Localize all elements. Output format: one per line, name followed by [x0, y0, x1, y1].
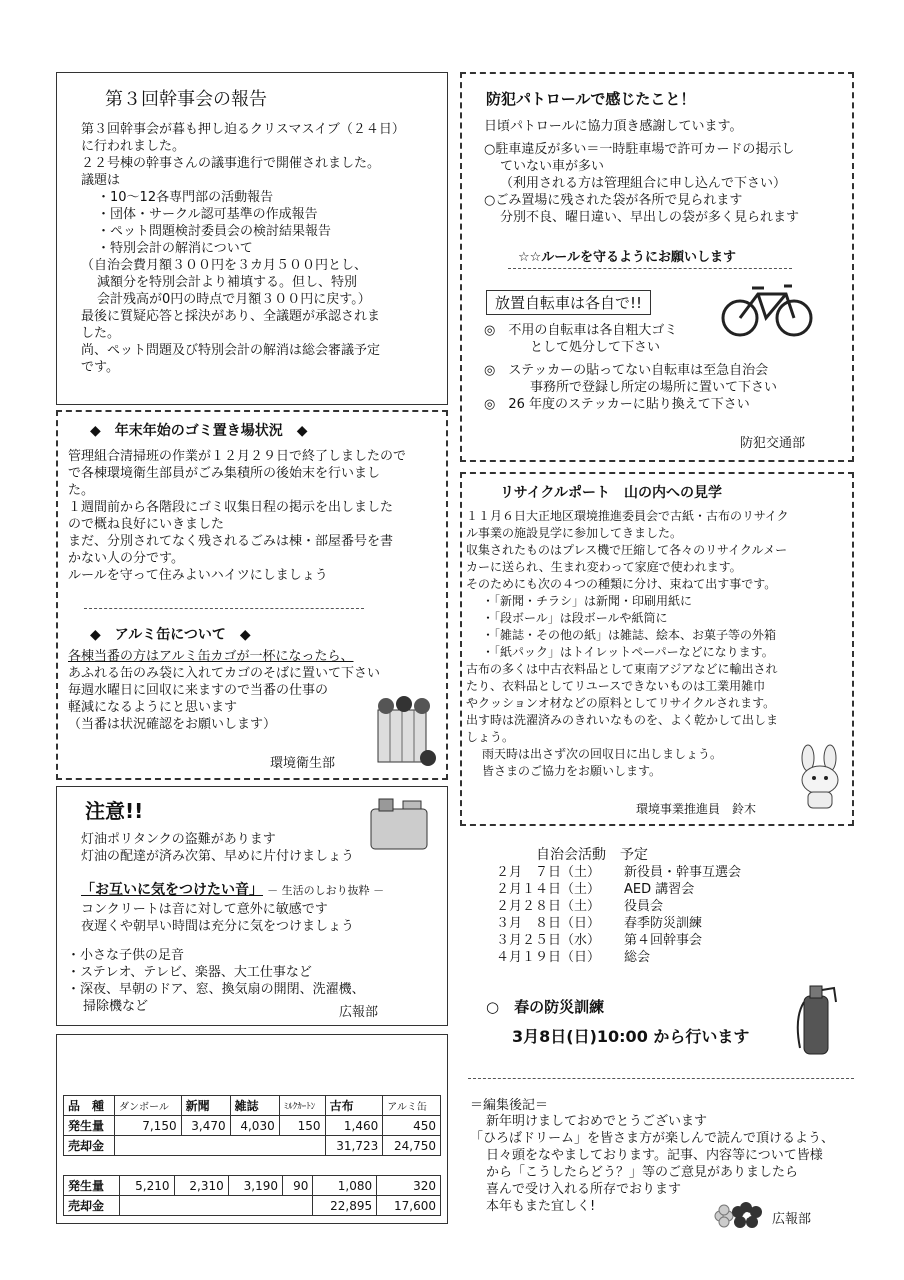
table-row — [64, 1176, 441, 1196]
bike-title: 放置自転車は各自で!! — [486, 290, 651, 315]
recycle-line: ・「雑誌・その他の紙」は雑誌、絵本、お菓子等の外箱 — [482, 628, 777, 642]
schedule-date: ３月 ８日（日） — [496, 916, 601, 931]
recycle-signature: 環境事業推進員 鈴木 — [636, 802, 757, 816]
table-cell — [120, 1196, 313, 1216]
noise-item: ・深夜、早朝のドア、窓、換気扇の開閉、洗濯機、 — [67, 982, 365, 997]
stats-box — [56, 1034, 448, 1224]
meeting-line: （自治会費月額３００円を３カ月５００円とし、 — [81, 258, 368, 273]
recycle-line: 皆さまのご協力をお願いします。 — [482, 764, 662, 778]
recycle-title: リサイクルポート 山の内への見学 — [500, 485, 723, 501]
patrol-line: 分別不良、曜日違い、早出しの袋が多く見られます — [500, 210, 800, 225]
patrol-line: ていない車が多い — [500, 159, 605, 174]
table-cell: 発生量 — [64, 1116, 115, 1136]
meeting-line: に行われました。 — [81, 139, 186, 154]
can-line: あふれる缶のみ袋に入れてカゴのそばに置いて下さい — [68, 666, 381, 681]
table-cell: 1,080 — [313, 1176, 377, 1196]
bike-line: として処分して下さい — [530, 340, 661, 355]
patrol-line: （利用される方は管理組合に申し込んで下さい） — [500, 176, 787, 191]
table-header-row — [64, 1096, 441, 1116]
meeting-line: 会計残高が0円の時点で月額３００円に戻す。） — [97, 292, 371, 307]
table-cell: 3,470 — [181, 1116, 230, 1136]
table-cell: 150 — [279, 1116, 325, 1136]
patrol-box — [460, 72, 854, 462]
flower-icon — [706, 1196, 768, 1236]
recycle-line: やクッションオ材などの原料としてリサイクルされます。 — [466, 696, 776, 710]
noise-item: ・小さな子供の足音 — [67, 948, 185, 963]
schedule-event: 第４回幹事会 — [624, 933, 703, 948]
table-cell: 3,190 — [228, 1176, 282, 1196]
can-basket-icon — [370, 692, 440, 770]
bike-line: 事務所で登録し所定の場所に置いて下さい — [530, 380, 778, 395]
recycle-line: そのためにも次の４つの種類に分け、束ねて出す事です。 — [466, 577, 777, 591]
kerosene-tank-icon — [365, 795, 433, 853]
schedule-event: 役員会 — [624, 899, 664, 914]
meeting-agenda-item: ・10～12各専門部の活動報告 — [97, 190, 274, 205]
bike-line: ◎ 不用の自転車は各自粗大ゴミ — [484, 323, 678, 338]
can-line: 毎週水曜日に回収に来ますので当番の仕事の — [68, 683, 329, 698]
recycle-line: １１月６日大正地区環境推進委員会で古紙・古布のリサイク — [466, 509, 789, 523]
schedule-date: ２月１４日（土） — [496, 882, 601, 897]
schedule-date: ３月２５日（水） — [496, 933, 601, 948]
table-cell: 17,600 — [377, 1196, 441, 1216]
garbage-signature: 環境衛生部 — [270, 756, 336, 771]
stats-table-1 — [63, 1095, 441, 1156]
patrol-line: ○駐車違反が多い＝一時駐車場で許可カードの掲示し — [484, 142, 795, 157]
drill-title: ○ 春の防災訓練 — [486, 998, 605, 1016]
schedule-event: 春季防災訓練 — [624, 916, 703, 931]
drill-when: 3月8日(日)10:00 から行います — [512, 1027, 750, 1046]
schedule-date: ２月 ７日（土） — [496, 865, 601, 880]
divider — [468, 1078, 854, 1079]
meeting-line: 尚、ペット問題及び特別会計の解消は総会審議予定 — [81, 343, 381, 358]
schedule-item — [496, 898, 741, 915]
recycle-line: しょう。 — [466, 730, 515, 744]
schedule-date: ４月１９日（日） — [496, 950, 601, 965]
schedule-item — [496, 864, 741, 881]
recycle-line: ル事業の施設見学に参加してきました。 — [466, 526, 683, 540]
patrol-rule: ☆☆ルールを守るようにお願いします — [518, 250, 737, 265]
table-header: アルミ缶 — [383, 1096, 441, 1116]
can-body — [68, 648, 380, 733]
table-header: 古布 — [325, 1096, 383, 1116]
meeting-line: 第３回幹事会が暮も押し迫るクリスマスイブ（２４日） — [81, 122, 405, 137]
table-cell: 5,210 — [120, 1176, 174, 1196]
recycle-line: ・「新聞・チラシ」は新聞・印刷用紙に — [482, 594, 693, 608]
table-row — [64, 1196, 441, 1216]
editor-line: 新年明けましておめでとうございます — [486, 1114, 708, 1129]
noise-line: 夜遅くや朝早い時間は充分に気をつけましょう — [81, 919, 355, 934]
patrol-signature: 防犯交通部 — [740, 436, 806, 451]
schedule-item — [496, 915, 741, 932]
noise-item: ・ステレオ、テレビ、楽器、大工仕事など — [67, 965, 312, 980]
table-cell: 450 — [383, 1116, 441, 1136]
noise-body — [81, 901, 354, 935]
schedule-list — [496, 864, 741, 966]
meeting-body — [81, 121, 405, 376]
can-line: 軽減になるようにと思います — [68, 700, 238, 715]
editor-line: 喜んで受け入れる所存でおります — [486, 1182, 682, 1197]
patrol-body — [484, 118, 799, 226]
recycle-line: 古布の多くは中古衣料品として東南アジアなどに輸出され — [466, 662, 778, 676]
editor-line: から「こうしたらどう？」等のご意見がありましたら — [486, 1165, 799, 1180]
bike-body — [484, 322, 777, 413]
schedule-event: 新役員・幹事互選会 — [624, 865, 742, 880]
garbage-box — [56, 410, 448, 780]
caution-body — [81, 831, 354, 865]
garbage-line: で各棟環境衛生部員がごみ集積所の後始末を行いまし — [68, 466, 381, 481]
editor-section — [470, 1094, 860, 1215]
table-cell: 2,310 — [174, 1176, 228, 1196]
table-row — [64, 1136, 441, 1156]
editor-line: 日々頭をなやましております。記事、内容等について皆様 — [486, 1148, 823, 1163]
table-cell: 売却金 — [64, 1196, 120, 1216]
meeting-title: 第３回幹事会の報告 — [105, 89, 267, 110]
table-cell: 24,750 — [383, 1136, 441, 1156]
table-cell: 4,030 — [230, 1116, 279, 1136]
garbage-body — [68, 448, 406, 584]
patrol-title: 防犯パトロールで感じたこと！ — [486, 90, 696, 108]
divider — [508, 268, 792, 269]
patrol-line: ○ごみ置場に残された袋が各所で見られます — [484, 193, 743, 208]
caution-line: 灯油ポリタンクの盗難があります — [81, 832, 276, 847]
caution-line: 灯油の配達が済み次第、早めに片付けましょう — [81, 849, 355, 864]
schedule-event: AED 講習会 — [624, 882, 695, 897]
editor-line: 本年もまた宜しく! — [486, 1199, 596, 1214]
bike-line: ◎ 26 年度のステッカーに貼り換えて下さい — [484, 397, 750, 412]
table-cell: 発生量 — [64, 1176, 120, 1196]
table-cell: 22,895 — [313, 1196, 377, 1216]
table-cell: 売却金 — [64, 1136, 115, 1156]
can-line: （当番は状況確認をお願いします） — [68, 717, 277, 732]
garbage-line: まだ、分別されてなく残されるごみは棟・部屋番号を書 — [68, 534, 394, 549]
meeting-agenda-item: ・ペット問題検討委員会の検討結果報告 — [97, 224, 332, 239]
table-header: 雑誌 — [230, 1096, 279, 1116]
patrol-line: 日頃パトロールに協力頂き感謝しています。 — [484, 119, 743, 134]
recycle-line: カーに送られ、生まれ変わって家庭で使われます。 — [466, 560, 742, 574]
schedule-item — [496, 881, 741, 898]
recycle-line: ・「紙パック」はトイレットペーパーなどになります。 — [482, 645, 774, 659]
table-cell — [114, 1136, 325, 1156]
recycle-line: 雨天時は出さず次の回収日に出しましょう。 — [482, 747, 723, 761]
recycle-body — [466, 508, 789, 780]
noise-heading — [81, 879, 384, 899]
meeting-line: 議題は — [81, 173, 121, 188]
garbage-line: １週間前から各階段にゴミ収集日程の掲示を出しました — [68, 500, 394, 515]
garbage-title: ◆ 年末年始のゴミ置き場状況 ◆ — [90, 423, 308, 439]
caution-title: 注意!! — [85, 799, 144, 823]
recycle-line: ・「段ボール」は段ボールや紙筒に — [482, 611, 668, 625]
table-row — [64, 1116, 441, 1136]
table-cell: 90 — [283, 1176, 313, 1196]
fire-extinguisher-icon — [790, 978, 840, 1058]
bike-line: ◎ ステッカーの貼ってない自転車は至急自治会 — [484, 363, 769, 378]
garbage-line: ルールを守って住みよいハイツにしましょう — [68, 568, 328, 583]
meeting-report-box — [56, 72, 448, 405]
schedule-item — [496, 949, 741, 966]
recycle-line: たり、衣料品としてリユースできないものは工業用雑巾 — [466, 679, 766, 693]
table-header: ダンボール — [114, 1096, 181, 1116]
noise-title: 「お互いに気をつけたい音」 — [81, 882, 263, 898]
editor-line: 「ひろばドリーム」を皆さま方が楽しんで読んで頂けるよう、 — [470, 1131, 835, 1146]
editor-signature: 広報部 — [772, 1212, 812, 1227]
noise-items — [67, 947, 365, 1015]
meeting-line: です。 — [81, 360, 119, 375]
table-cell: 320 — [377, 1176, 441, 1196]
can-title: ◆ アルミ缶について ◆ — [90, 627, 251, 643]
caution-box — [56, 786, 448, 1026]
schedule-title: 自治会活動 予定 — [536, 847, 648, 863]
table-header: ﾐﾙｸｶｰﾄﾝ — [279, 1096, 325, 1116]
garbage-line: ので概ね良好にいきました — [68, 517, 225, 532]
rabbit-mascot-icon — [792, 744, 848, 810]
meeting-agenda-item: ・特別会計の解消について — [97, 241, 253, 256]
recycle-box — [460, 472, 854, 826]
can-line: 各棟当番の方はアルミ缶カゴが一杯になったら、 — [68, 649, 354, 664]
table-cell: 31,723 — [325, 1136, 383, 1156]
schedule-date: ２月２８日（土） — [496, 899, 601, 914]
schedule-event: 総会 — [624, 950, 651, 965]
noise-item: 掃除機など — [83, 999, 149, 1014]
caution-signature: 広報部 — [339, 1005, 379, 1020]
meeting-line: した。 — [81, 326, 121, 341]
recycle-line: 収集されたものはプレス機で圧縮して各々のリサイクルメー — [466, 543, 788, 557]
editor-title: ＝編集後記＝ — [470, 1098, 549, 1113]
garbage-line: た。 — [68, 483, 95, 498]
meeting-line: 最後に質疑応答と採決があり、全議題が承認されま — [81, 309, 381, 324]
table-cell: 7,150 — [114, 1116, 181, 1136]
table-cell: 1,460 — [325, 1116, 383, 1136]
garbage-line: 管理組合清掃班の作業が１２月２９日で終了しましたので — [68, 449, 407, 464]
noise-note: － 生活のしおり抜粋 － — [267, 884, 385, 897]
noise-line: コンクリートは音に対して意外に敏感です — [81, 902, 328, 917]
meeting-line: ２２号棟の幹事さんの議事進行で開催されました。 — [81, 156, 381, 171]
meeting-line: 減額分を特別会計より補填する。但し、特別 — [97, 275, 358, 290]
recycle-line: 出す時は洗濯済みのきれいなものを、よく乾かして出しま — [466, 713, 779, 727]
stats-table-2 — [63, 1175, 441, 1216]
table-header: 品 種 — [64, 1096, 115, 1116]
divider — [84, 608, 364, 609]
garbage-line: かない人の分です。 — [68, 551, 184, 566]
table-header: 新聞 — [181, 1096, 230, 1116]
schedule-item — [496, 932, 741, 949]
meeting-agenda-item: ・団体・サークル認可基準の作成報告 — [97, 207, 318, 222]
